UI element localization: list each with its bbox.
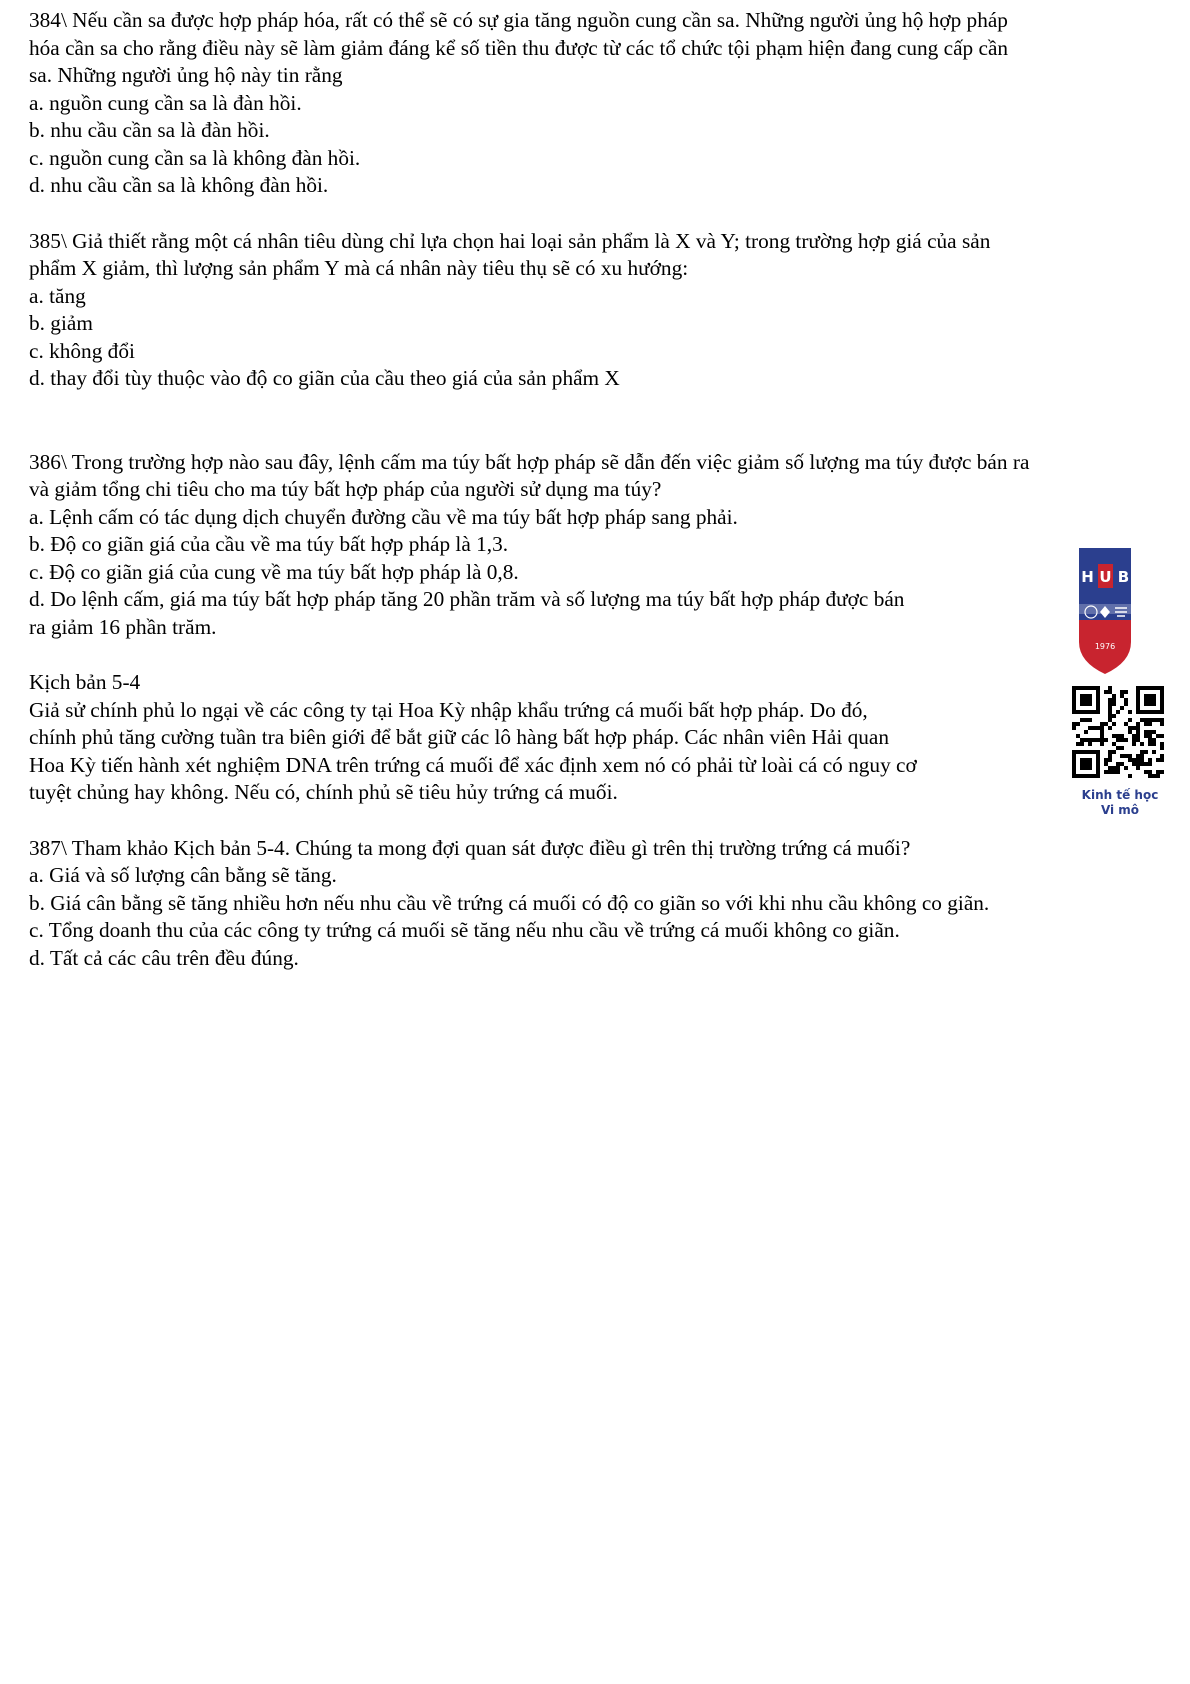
answer-option-a: a. Lệnh cấm có tác dụng dịch chuyển đường cầu về ma túy bất hợp pháp sang phải. [29,504,738,529]
answer-option-d: d. Do lệnh cấm, giá ma túy bất hợp pháp tăng 20 phần trăm và số lượng ma túy bất hợp pháp được bán [29,587,905,611]
question-stem-line: sa. Những người ủng hộ này tin rằng [29,63,343,87]
hub-shield-logo [1075,542,1135,676]
answer-option-c: c. nguồn cung cần sa là không đàn hồi. [29,145,361,170]
scenario-5-4 [29,669,1169,807]
logo-caption [1072,788,1168,818]
logo-caption-line2: Vi mô [1100,803,1140,817]
answer-option-c: c. Tổng doanh thu của các công ty trứng cá muối sẽ tăng nếu nhu cầu về trứng cá muối không co giãn. [29,918,900,942]
answer-option-b: b. Độ co giãn giá của cầu về ma túy bất hợp pháp là 1,3. [29,532,509,556]
answer-option-d-continued: ra giảm 16 phần trăm. [29,614,217,639]
document-page [29,7,1169,972]
logo-letter-u: U [1099,568,1112,586]
qr-code-icon [1072,686,1164,778]
logo-letter-h: H [1081,568,1094,586]
logo-year: 1976 [1094,642,1116,651]
answer-option-d: d. Tất cả các câu trên đều đúng. [29,945,299,970]
question-stem-line: 385\ Giả thiết rằng một cá nhân tiêu dùng chỉ lựa chọn hai loại sản phẩm là X và Y; trong trường hợp giá của sản [29,228,991,253]
question-387 [29,835,1169,973]
question-stem-line: và giảm tổng chi tiêu cho ma túy bất hợp pháp của người sử dụng ma túy? [29,477,662,501]
scenario-text-line: tuyệt chủng hay không. Nếu có, chính phủ sẽ tiêu hủy trứng cá muối. [29,780,618,804]
scenario-text-line: Giả sử chính phủ lo ngại về các công ty tại Hoa Kỳ nhập khẩu trứng cá muối bất hợp pháp. Do đó, [29,697,868,722]
question-stem-line: 384\ Nếu cần sa được hợp pháp hóa, rất có thể sẽ có sự gia tăng nguồn cung cần sa. Những người ủng hộ hợp pháp [29,8,1008,32]
question-stem-line: 387\ Tham khảo Kịch bản 5-4. Chúng ta mong đợi quan sát được điều gì trên thị trường trứng cá muối? [29,835,911,860]
answer-option-a: a. nguồn cung cần sa là đàn hồi. [29,90,302,115]
answer-option-b: b. nhu cầu cần sa là đàn hồi. [29,118,270,142]
answer-option-b: b. Giá cân bằng sẽ tăng nhiều hơn nếu nhu cầu về trứng cá muối có độ co giãn so với khi nhu cầu không co giãn. [29,890,990,915]
question-stem-line: hóa cần sa cho rằng điều này sẽ làm giảm đáng kể số tiền thu được từ các tổ chức tội phạm hiện đang cung cấp cần [29,35,1009,60]
answer-option-d: d. thay đổi tùy thuộc vào độ co giãn của cầu theo giá của sản phẩm X [29,366,620,390]
logo-letter-b: B [1117,568,1130,586]
hub-shield-icon [1075,542,1135,676]
question-384 [29,7,1169,200]
scenario-title: Kịch bản 5-4 [29,670,141,694]
answer-option-a: a. tăng [29,283,86,308]
scenario-text-line: chính phủ tăng cường tuần tra biên giới để bắt giữ các lô hàng bất hợp pháp. Các nhân viên Hải quan [29,725,889,749]
question-stem-line: 386\ Trong trường hợp nào sau đây, lệnh cấm ma túy bất hợp pháp sẽ dẫn đến việc giảm số lượng ma túy được bán ra [29,449,1030,474]
question-385 [29,228,1169,393]
question-stem-line: phẩm X giảm, thì lượng sản phẩm Y mà cá nhân này tiêu thụ sẽ có xu hướng: [29,256,689,280]
answer-option-c: c. không đổi [29,338,135,363]
answer-option-a: a. Giá và số lượng cân bằng sẽ tăng. [29,863,337,887]
answer-option-c: c. Độ co giãn giá của cung về ma túy bất hợp pháp là 0,8. [29,559,519,584]
logo-caption-line1: Kinh tế học [1081,788,1159,802]
question-386 [29,449,1169,642]
answer-option-b: b. giảm [29,311,93,335]
scenario-text-line: Hoa Kỳ tiến hành xét nghiệm DNA trên trứng cá muối để xác định xem nó có phải từ loài cá có nguy cơ [29,752,917,777]
answer-option-d: d. nhu cầu cần sa là không đàn hồi. [29,173,329,197]
